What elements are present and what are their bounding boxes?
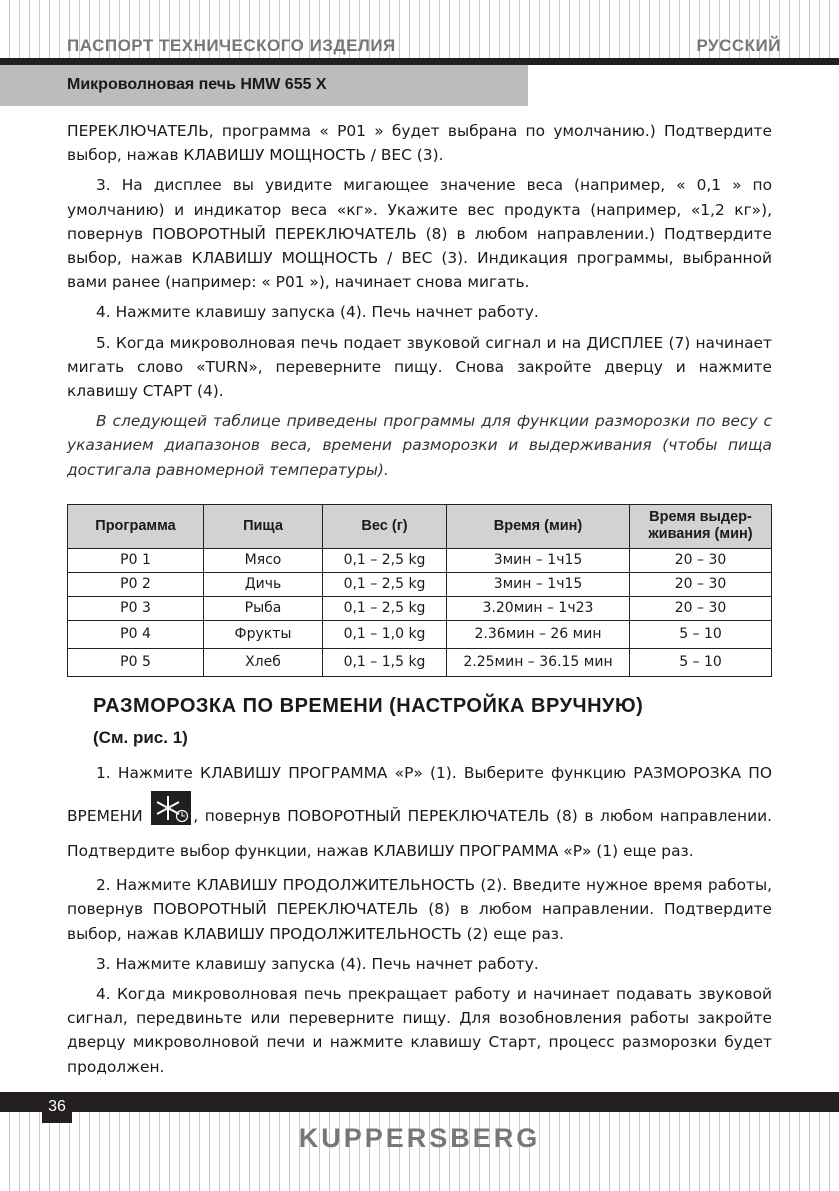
step1-text-continued: , повернув ПОВОРОТНЫЙ ПЕРЕКЛЮЧАТЕЛЬ (8) в любом направлении. Подтвердите выбор функции, нажав КЛАВИШУ ПРОГРАММА «P» (1) еще раз.	[67, 807, 772, 861]
section-heading: РАЗМОРОЗКА ПО ВРЕМЕНИ (НАСТРОЙКА ВРУЧНУЮ)	[93, 694, 644, 717]
paragraph	[67, 756, 772, 869]
column-header: Время (мин)	[447, 504, 630, 548]
column-header: Время выдер-живания (мин)	[630, 504, 772, 548]
table-cell: P0 4	[68, 620, 204, 648]
table-row	[68, 596, 772, 620]
paragraph: ПЕРЕКЛЮЧАТЕЛЬ, программа « P01 » будет выбрана по умолчанию.) Подтвердите выбор, нажав КЛАВИШУ МОЩНОСТЬ / ВЕС (3).	[67, 122, 772, 165]
section-title: ПАСПОРТ ТЕХНИЧЕСКОГО ИЗДЕЛИЯ	[67, 36, 396, 55]
table-row	[68, 548, 772, 572]
table-cell: 20 – 30	[630, 596, 772, 620]
table-cell: 20 – 30	[630, 548, 772, 572]
page-content	[67, 119, 772, 1085]
header-stripes	[0, 0, 839, 58]
product-bar	[0, 65, 528, 106]
column-header: Пища	[204, 504, 323, 548]
paragraph: 5. Когда микроволновая печь подает звуковой сигнал и на ДИСПЛЕЕ (7) начинает мигать слово «TURN», переверните пищу. Снова закройте дверцу и нажмите клавишу СТАРТ (4).	[67, 333, 772, 401]
table-cell: 0,1 – 2,5 kg	[323, 572, 447, 596]
language-label: РУССКИЙ	[696, 36, 781, 55]
table-header-row	[68, 504, 772, 548]
table-cell: P0 5	[68, 648, 204, 676]
table-row	[68, 648, 772, 676]
table-row	[68, 572, 772, 596]
table-cell: 3мин – 1ч15	[447, 572, 630, 596]
table-cell: 3.20мин – 1ч23	[447, 596, 630, 620]
paragraph: 4. Когда микроволновая печь прекращает работу и начинает подавать звуковой сигнал, передвиньте или переверните пищу. Для возобновления работы закройте дверцу микроволновой печи и нажмите клавишу Старт, процесс разморозки будет продолжен.	[67, 985, 772, 1076]
product-name: Микроволновая печь HMW 655 X	[67, 76, 327, 93]
table-cell: P0 3	[68, 596, 204, 620]
table-cell: 5 – 10	[630, 620, 772, 648]
paragraph: 4. Нажмите клавишу запуска (4). Печь начнет работу.	[96, 303, 539, 322]
table-cell: 3мин – 1ч15	[447, 548, 630, 572]
brand-logo: KUPPERSBERG	[298, 1123, 541, 1153]
paragraph: 3. На дисплее вы увидите мигающее значение веса (например, « 0,1 » по умолчанию) и индикатор веса «кг». Укажите вес продукта (например, «1,2 кг»), повернув ПОВОРОТНЫЙ ПЕРЕКЛЮЧАТЕЛЬ (8) в любом направлении.) Подтвердите выбор, нажав КЛАВИШУ МОЩНОСТЬ / ВЕС (3). Индикация программы, выбранной вами ранее (например: « P01 »), начинает снова мигать.	[67, 176, 772, 292]
table-cell: Фрукты	[204, 620, 323, 648]
table-cell: 0,1 – 2,5 kg	[323, 548, 447, 572]
step1-text: 1. Нажмите КЛАВИШУ ПРОГРАММА «P» (1). Выберите функцию РАЗМОРОЗКА ПО ВРЕМЕНИ	[67, 764, 772, 826]
page-number: 36	[42, 1092, 72, 1123]
column-header: Вес (г)	[323, 504, 447, 548]
table-intro: В следующей таблице приведены программы для функции разморозки по весу с указанием диапазонов веса, времени разморозки и выдерживания (чтобы пища достигала равномерной температуры).	[67, 412, 772, 479]
defrost-table	[67, 504, 772, 677]
table-cell: 0,1 – 1,5 kg	[323, 648, 447, 676]
table-cell: Дичь	[204, 572, 323, 596]
table-cell: Хлеб	[204, 648, 323, 676]
table-cell: Рыба	[204, 596, 323, 620]
table-cell: 2.36мин – 26 мин	[447, 620, 630, 648]
paragraph: 2. Нажмите КЛАВИШУ ПРОДОЛЖИТЕЛЬНОСТЬ (2). Введите нужное время работы, повернув ПОВОРОТНЫЙ ПЕРЕКЛЮЧАТЕЛЬ (8) в любом направлении. Подтвердите выбор, нажав КЛАВИШУ ПРОДОЛЖИТЕЛЬНОСТЬ (2) еще раз.	[67, 876, 772, 943]
table-cell: Мясо	[204, 548, 323, 572]
paragraph: 3. Нажмите клавишу запуска (4). Печь начнет работу.	[96, 954, 539, 973]
header-divider	[0, 58, 839, 65]
table-cell: 0,1 – 1,0 kg	[323, 620, 447, 648]
table-cell: 5 – 10	[630, 648, 772, 676]
defrost-time-icon	[151, 791, 191, 825]
table-cell: 2.25мин – 36.15 мин	[447, 648, 630, 676]
table-cell: 0,1 – 2,5 kg	[323, 596, 447, 620]
column-header: Программа	[68, 504, 204, 548]
table-cell: 20 – 30	[630, 572, 772, 596]
section-subheading: (См. рис. 1)	[93, 728, 188, 748]
table-cell: P0 2	[68, 572, 204, 596]
table-row	[68, 620, 772, 648]
footer-divider	[0, 1092, 839, 1112]
table-cell: P0 1	[68, 548, 204, 572]
